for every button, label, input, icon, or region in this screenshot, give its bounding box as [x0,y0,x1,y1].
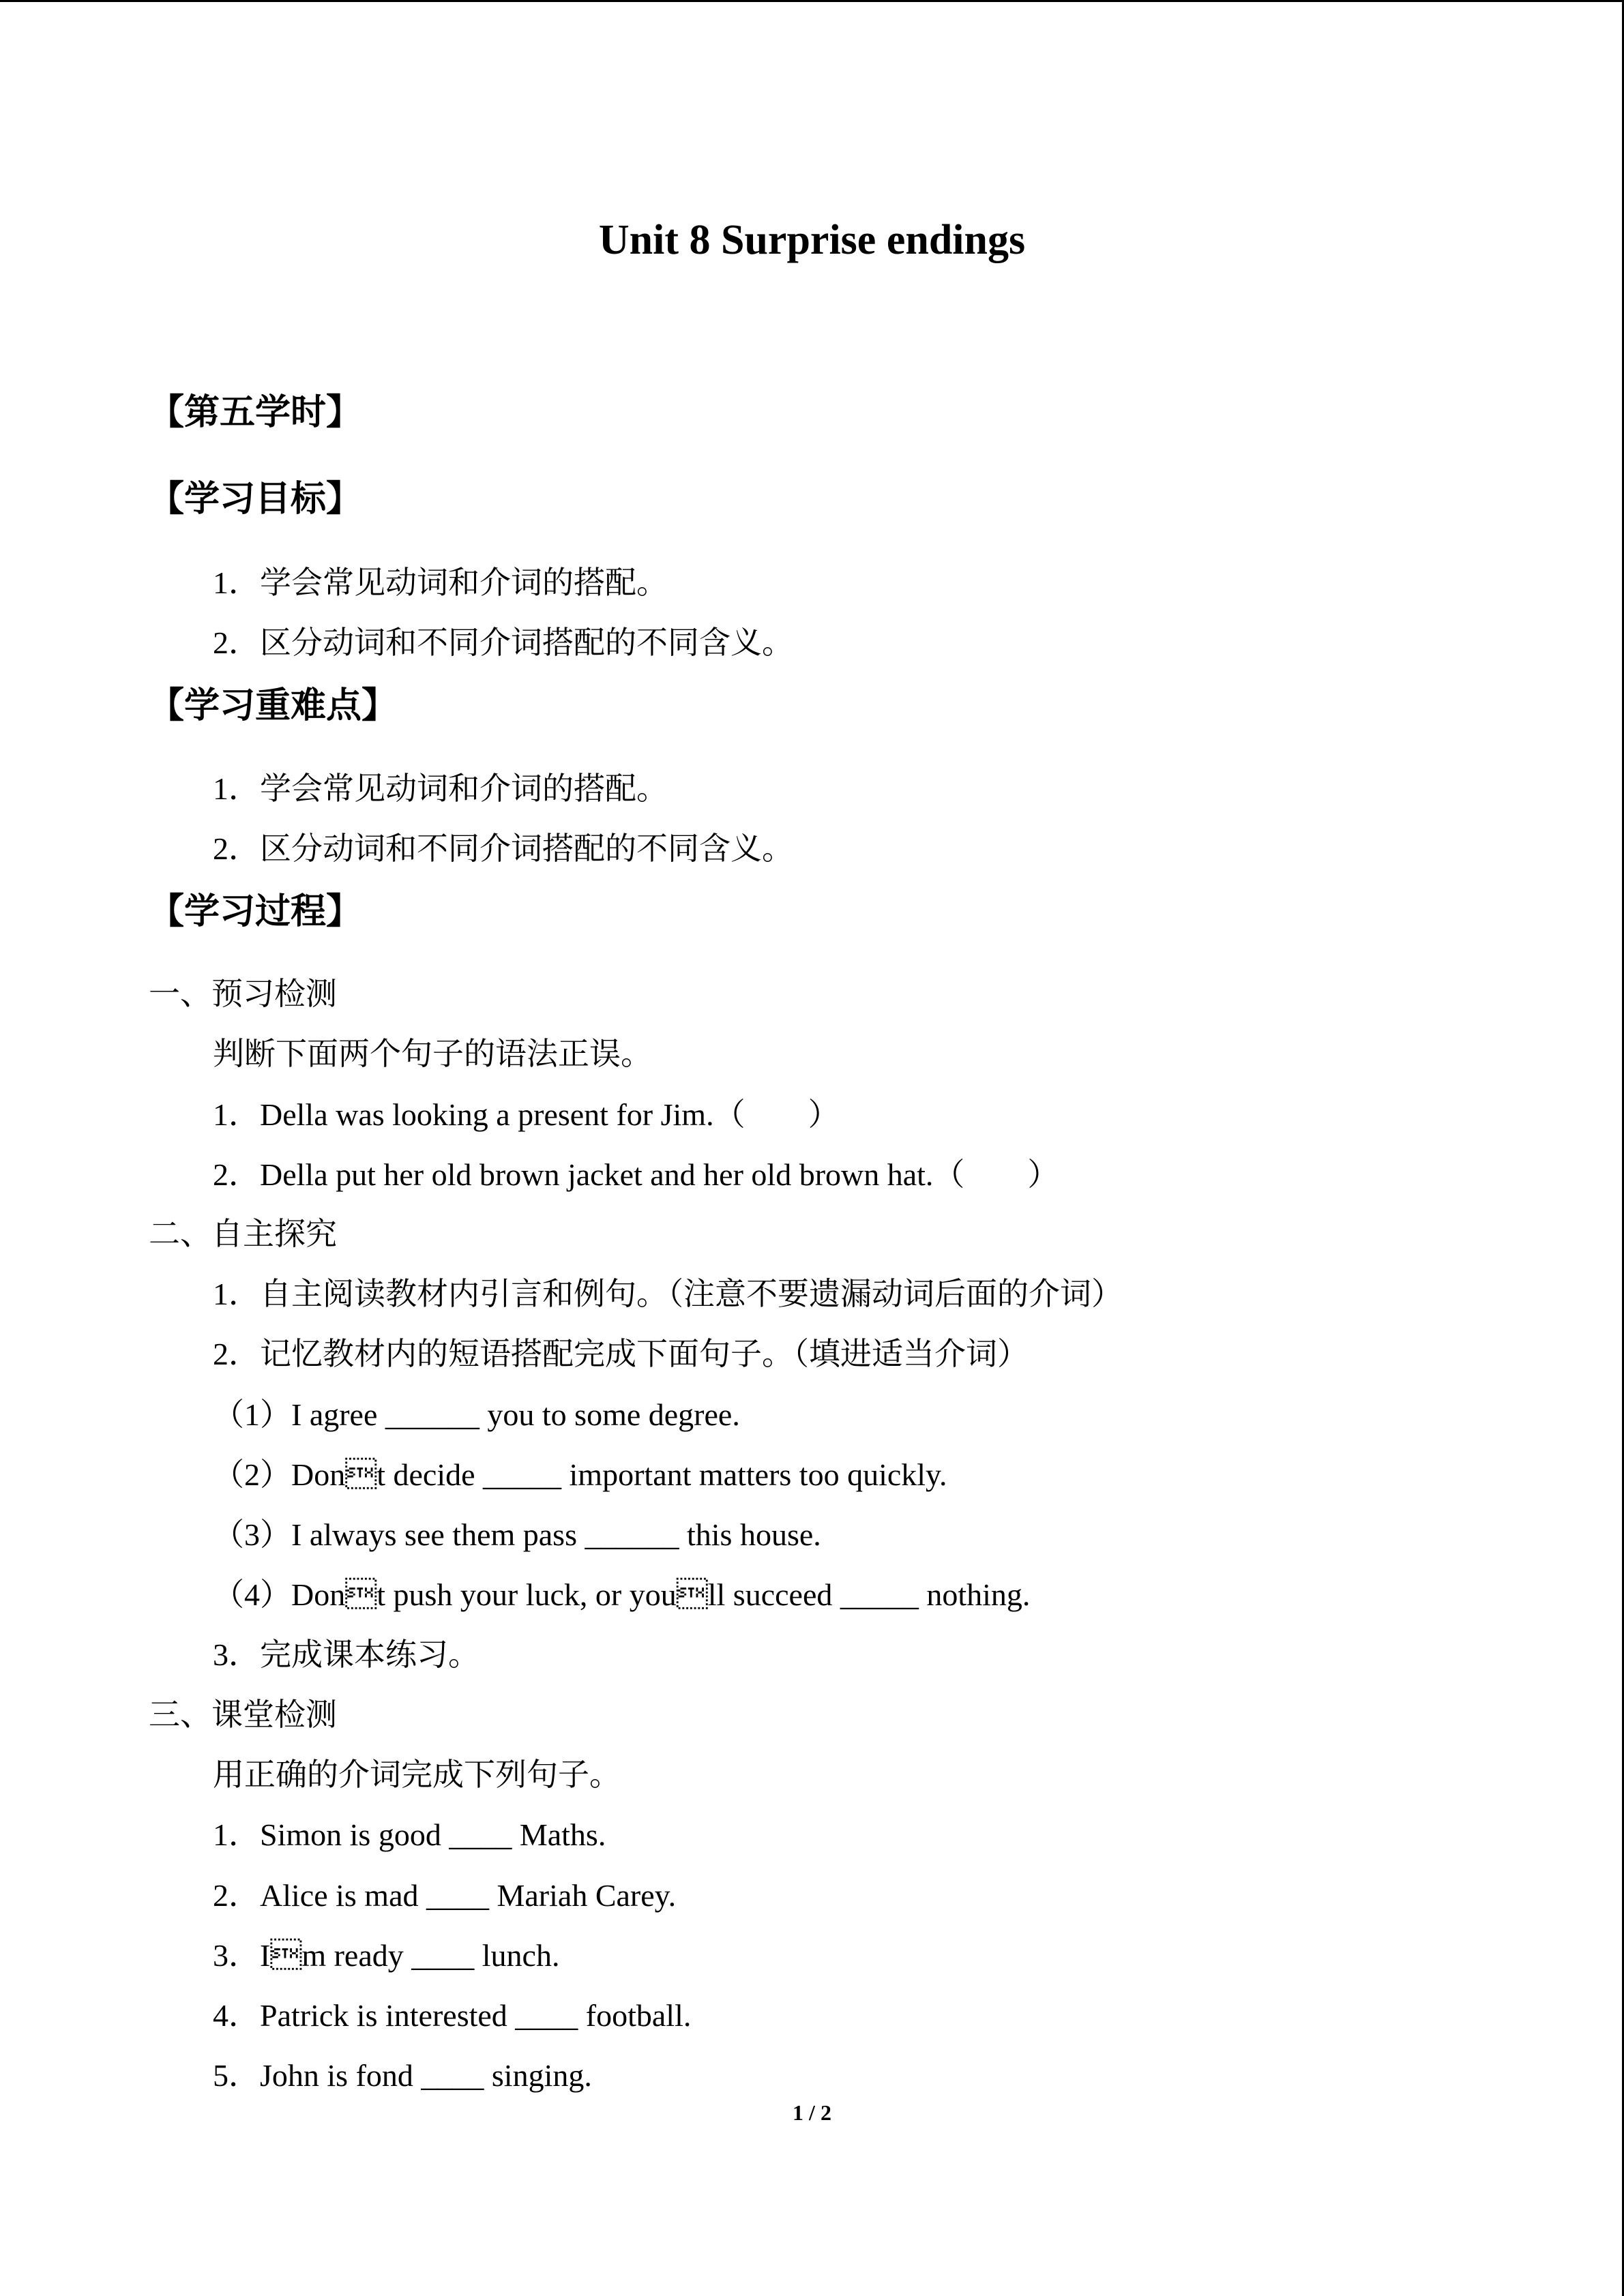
class-test-item: 3．Im ready ____ lunch. [213,1938,560,1973]
class-test-item: 2．Alice is mad ____ Mariah Carey. [213,1878,677,1913]
class-test-item: 1．Simon is good ____ Maths. [213,1817,606,1852]
objective-item: 1．学会常见动词和介词的搭配。 [213,565,668,600]
preview-item: 1．Della was looking a present for Jim.（ ） [213,1097,840,1132]
self-study-item: 1．自主阅读教材内引言和例句。（注意不要遗漏动词后面的介词） [213,1277,1123,1311]
preview-instruction: 判断下面两个句子的语法正误。 [213,1037,652,1071]
self-study-sub-item: （4）Dont push your luck, or youll succeed _____ nothing. [213,1577,1031,1612]
self-study-sub-item: （3）I always see them pass ______ this house. [213,1517,821,1552]
self-study-sub-item: （2）Dont decide _____ important matters too quickly. [213,1457,947,1492]
self-study-item: 3．完成课本练习。 [213,1637,479,1672]
document-title: Unit 8 Surprise endings [598,217,1026,263]
heading-lesson: 【第五学时】 [149,392,362,433]
objective-item: 2．区分动词和不同介词搭配的不同含义。 [213,625,793,660]
key-point-item: 2．区分动词和不同介词搭配的不同含义。 [213,831,793,866]
key-point-item: 1．学会常见动词和介词的搭配。 [213,771,668,806]
heading-objectives: 【学习目标】 [149,479,362,520]
heading-process: 【学习过程】 [149,891,362,932]
class-test-item: 4．Patrick is interested ____ football. [213,1998,692,2033]
self-study-item: 2．记忆教材内的短语搭配完成下面句子。（填进适当介词） [213,1337,1029,1371]
heading-key-points: 【学习重难点】 [149,685,398,726]
preview-item: 2．Della put her old brown jacket and her old brown hat.（ ） [213,1157,1059,1192]
class-test-instruction: 用正确的介词完成下列句子。 [213,1757,621,1792]
class-test-item: 5．John is fond ____ singing. [213,2058,592,2093]
page-number: 1 / 2 [793,2100,831,2125]
section-class-test-title: 三、课堂检测 [149,1697,337,1732]
self-study-sub-item: （1）I agree ______ you to some degree. [213,1397,740,1432]
section-self-study-title: 二、自主探究 [149,1217,337,1251]
section-preview-title: 一、预习检测 [149,976,337,1011]
